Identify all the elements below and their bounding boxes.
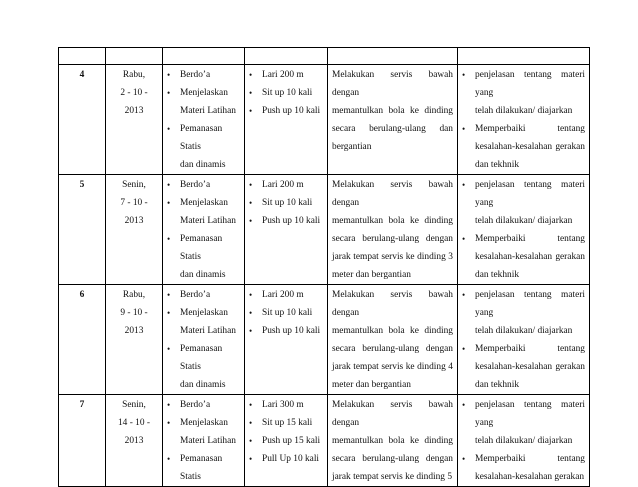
- bullet-icon: •: [249, 198, 253, 208]
- opening-text: Menjelaskan: [180, 88, 228, 98]
- bullet-icon: •: [462, 124, 466, 134]
- closing-line: [462, 376, 585, 394]
- opening-line: [167, 376, 240, 394]
- core-line: memantulkan bola ke dinding: [332, 436, 453, 446]
- opening-list: [167, 176, 240, 284]
- cell-opening: [163, 395, 245, 487]
- bullet-icon: •: [249, 326, 253, 336]
- training-schedule-table: [58, 47, 590, 487]
- date-line: 2013: [124, 436, 144, 446]
- core-line: Melakukan servis bawah dengan: [332, 180, 453, 208]
- warmup-text: Lari 300 m: [262, 400, 304, 410]
- bullet-icon: •: [249, 70, 253, 80]
- opening-text: Pemanasan Statis: [180, 454, 223, 482]
- cell-date: [106, 285, 163, 395]
- closing-text: dan tekhnik: [475, 160, 520, 170]
- cell-core: [328, 395, 458, 487]
- warmup-line: [249, 432, 323, 450]
- warmup-list: [249, 176, 323, 230]
- opening-text: Materi Latihan: [180, 106, 236, 116]
- opening-text: Berdo’a: [180, 70, 211, 80]
- core-line: Melakukan servis bawah dengan: [332, 290, 453, 318]
- bullet-icon: •: [462, 290, 466, 300]
- opening-text: Materi Latihan: [180, 326, 236, 336]
- date-line: 2 - 10 -: [120, 88, 148, 98]
- closing-line: [462, 66, 585, 102]
- bullet-icon: •: [462, 400, 466, 410]
- bullet-icon: •: [249, 400, 253, 410]
- bullet-icon: •: [249, 106, 253, 116]
- bullet-icon: •: [249, 308, 253, 318]
- cell-date: [106, 395, 163, 487]
- opening-text: Menjelaskan: [180, 198, 228, 208]
- opening-line: [167, 396, 240, 414]
- closing-text: penjelasan tentang materi yang: [475, 400, 585, 428]
- cell-warmup: [245, 285, 328, 395]
- core-line: meter dan bergantian: [332, 380, 411, 390]
- bullet-icon: •: [249, 436, 253, 446]
- core-line: secara berulang-ulang dengan: [332, 454, 453, 464]
- bullet-icon: •: [249, 290, 253, 300]
- bullet-icon: •: [249, 454, 253, 464]
- bullet-icon: •: [167, 124, 171, 134]
- warmup-text: Lari 200 m: [262, 180, 304, 190]
- date-line: 2013: [124, 326, 144, 336]
- table-header-row: [59, 48, 590, 65]
- closing-list: [462, 176, 585, 284]
- opening-list: [167, 286, 240, 394]
- opening-line: [167, 212, 240, 230]
- bullet-icon: •: [249, 180, 253, 190]
- core-line: Melakukan servis bawah dengan: [332, 400, 453, 428]
- opening-line: [167, 340, 240, 376]
- warmup-text: Pull Up 10 kali: [262, 454, 320, 464]
- closing-text: kesalahan-kesalahan gerakan: [475, 252, 585, 262]
- closing-list: [462, 66, 585, 174]
- warmup-text: Push up 15 kali: [262, 436, 321, 446]
- cell-opening: [163, 175, 245, 285]
- bullet-icon: •: [167, 180, 171, 190]
- closing-line: [462, 102, 585, 120]
- warmup-line: [249, 66, 323, 84]
- bullet-icon: •: [462, 180, 466, 190]
- cell-core: [328, 175, 458, 285]
- closing-list: [462, 396, 585, 486]
- closing-text: telah dilakukan/ diajarkan: [475, 436, 573, 446]
- opening-line: [167, 304, 240, 322]
- bullet-icon: •: [249, 88, 253, 98]
- closing-text: telah dilakukan/ diajarkan: [475, 326, 573, 336]
- opening-line: [167, 120, 240, 156]
- warmup-line: [249, 396, 323, 414]
- warmup-line: [249, 414, 323, 432]
- opening-text: Pemanasan Statis: [180, 344, 223, 372]
- opening-line: [167, 414, 240, 432]
- closing-text: penjelasan tentang materi yang: [475, 290, 585, 318]
- cell-closing: [458, 175, 590, 285]
- core-line: jarak tempat servis ke dinding 3: [332, 252, 453, 262]
- date-line: 2013: [124, 106, 144, 116]
- opening-list: [167, 396, 240, 486]
- closing-line: [462, 212, 585, 230]
- closing-line: [462, 230, 585, 248]
- bullet-icon: •: [462, 70, 466, 80]
- cell-date: [106, 65, 163, 175]
- opening-text: dan dinamis: [180, 380, 226, 390]
- closing-text: dan tekhnik: [475, 270, 520, 280]
- opening-text: Materi Latihan: [180, 216, 236, 226]
- opening-text: Materi Latihan: [180, 436, 236, 446]
- warmup-line: [249, 286, 323, 304]
- closing-line: [462, 396, 585, 432]
- opening-text: dan dinamis: [180, 160, 226, 170]
- date-line: 9 - 10 -: [120, 308, 148, 318]
- closing-text: penjelasan tentang materi yang: [475, 70, 585, 98]
- cell-no: 4: [59, 65, 106, 175]
- opening-text: Pemanasan Statis: [180, 234, 223, 262]
- date-line: 14 - 10 -: [117, 418, 151, 428]
- bullet-icon: •: [167, 418, 171, 428]
- closing-text: kesalahan-kesalahan gerakan: [475, 362, 585, 372]
- closing-text: Memperbaiki tentang: [475, 454, 585, 464]
- warmup-text: Sit up 15 kali: [262, 418, 313, 428]
- closing-line: [462, 286, 585, 322]
- day-name: Senin,: [122, 400, 146, 410]
- closing-line: [462, 120, 585, 138]
- cell-no: 6: [59, 285, 106, 395]
- bullet-icon: •: [167, 454, 171, 464]
- core-line: jarak tempat servis ke dinding 5: [332, 472, 453, 482]
- closing-line: [462, 340, 585, 358]
- header-cell-core: [328, 48, 458, 65]
- closing-line: [462, 468, 585, 486]
- opening-text: Berdo’a: [180, 180, 211, 190]
- core-line: secara berulang-ulang dan: [332, 124, 453, 134]
- bullet-icon: •: [462, 234, 466, 244]
- warmup-list: [249, 66, 323, 120]
- opening-line: [167, 194, 240, 212]
- cell-warmup: [245, 65, 328, 175]
- cell-closing: [458, 395, 590, 487]
- opening-line: [167, 84, 240, 102]
- closing-text: kesalahan-kesalahan gerakan: [475, 142, 585, 152]
- opening-line: [167, 176, 240, 194]
- core-line: Melakukan servis bawah dengan: [332, 70, 453, 98]
- closing-line: [462, 432, 585, 450]
- opening-line: [167, 432, 240, 450]
- cell-no: 5: [59, 175, 106, 285]
- header-cell-closing: [458, 48, 590, 65]
- opening-text: dan dinamis: [180, 270, 226, 280]
- bullet-icon: •: [462, 344, 466, 354]
- cell-opening: [163, 285, 245, 395]
- warmup-text: Sit up 10 kali: [262, 308, 313, 318]
- header-cell-opening: [163, 48, 245, 65]
- bullet-icon: •: [167, 290, 171, 300]
- warmup-text: Sit up 10 kali: [262, 88, 313, 98]
- closing-text: dan tekhnik: [475, 380, 520, 390]
- closing-line: [462, 248, 585, 266]
- bullet-icon: •: [249, 418, 253, 428]
- closing-text: telah dilakukan/ diajarkan: [475, 106, 573, 116]
- closing-text: kesalahan-kesalahan gerakan: [475, 472, 585, 482]
- warmup-line: [249, 304, 323, 322]
- table-row: [59, 175, 590, 285]
- closing-text: Memperbaiki tentang: [475, 124, 585, 134]
- warmup-line: [249, 212, 323, 230]
- opening-text: Berdo’a: [180, 290, 211, 300]
- table-row: [59, 395, 590, 487]
- opening-text: Pemanasan Statis: [180, 124, 223, 152]
- cell-warmup: [245, 175, 328, 285]
- core-line: memantulkan bola ke dinding: [332, 216, 453, 226]
- core-line: secara berulang-ulang dengan: [332, 344, 453, 354]
- warmup-text: Lari 200 m: [262, 70, 304, 80]
- bullet-icon: •: [167, 198, 171, 208]
- closing-line: [462, 322, 585, 340]
- bullet-icon: •: [167, 344, 171, 354]
- opening-line: [167, 156, 240, 174]
- warmup-line: [249, 450, 323, 468]
- core-line: meter dan bergantian: [332, 270, 411, 280]
- closing-line: [462, 266, 585, 284]
- table-row: [59, 65, 590, 175]
- date-line: 7 - 10 -: [120, 198, 148, 208]
- opening-list: [167, 66, 240, 174]
- table-body: [59, 48, 590, 487]
- core-line: memantulkan bola ke dinding: [332, 106, 453, 116]
- warmup-list: [249, 396, 323, 468]
- core-line: bergantian: [332, 142, 372, 152]
- opening-line: [167, 286, 240, 304]
- opening-text: Berdo’a: [180, 400, 211, 410]
- header-cell-warmup: [245, 48, 328, 65]
- closing-text: penjelasan tentang materi yang: [475, 180, 585, 208]
- bullet-icon: •: [462, 454, 466, 464]
- warmup-text: Sit up 10 kali: [262, 198, 313, 208]
- warmup-line: [249, 194, 323, 212]
- opening-line: [167, 322, 240, 340]
- warmup-line: [249, 322, 323, 340]
- cell-core: [328, 285, 458, 395]
- core-line: memantulkan bola ke dinding: [332, 326, 453, 336]
- header-cell-date: [106, 48, 163, 65]
- bullet-icon: •: [167, 400, 171, 410]
- closing-text: Memperbaiki tentang: [475, 344, 585, 354]
- closing-line: [462, 138, 585, 156]
- cell-closing: [458, 285, 590, 395]
- closing-line: [462, 176, 585, 212]
- bullet-icon: •: [167, 70, 171, 80]
- warmup-text: Push up 10 kali: [262, 216, 321, 226]
- day-name: Rabu,: [122, 290, 146, 300]
- warmup-text: Push up 10 kali: [262, 106, 321, 116]
- cell-opening: [163, 65, 245, 175]
- header-cell-no: [59, 48, 106, 65]
- closing-line: [462, 156, 585, 174]
- cell-closing: [458, 65, 590, 175]
- bullet-icon: •: [167, 308, 171, 318]
- day-name: Senin,: [122, 180, 146, 190]
- core-line: secara berulang-ulang dengan: [332, 234, 453, 244]
- opening-line: [167, 102, 240, 120]
- bullet-icon: •: [249, 216, 253, 226]
- opening-text: Menjelaskan: [180, 418, 228, 428]
- warmup-list: [249, 286, 323, 340]
- opening-line: [167, 66, 240, 84]
- bullet-icon: •: [167, 234, 171, 244]
- core-line: jarak tempat servis ke dinding 4: [332, 362, 453, 372]
- opening-line: [167, 266, 240, 284]
- opening-text: Menjelaskan: [180, 308, 228, 318]
- warmup-line: [249, 84, 323, 102]
- warmup-line: [249, 176, 323, 194]
- day-name: Rabu,: [122, 70, 146, 80]
- opening-line: [167, 230, 240, 266]
- date-line: 2013: [124, 216, 144, 226]
- cell-warmup: [245, 395, 328, 487]
- cell-date: [106, 175, 163, 285]
- table-row: [59, 285, 590, 395]
- bullet-icon: •: [167, 88, 171, 98]
- opening-line: [167, 450, 240, 486]
- warmup-text: Push up 10 kali: [262, 326, 321, 336]
- closing-line: [462, 450, 585, 468]
- closing-list: [462, 286, 585, 394]
- closing-text: Memperbaiki tentang: [475, 234, 585, 244]
- cell-no: 7: [59, 395, 106, 487]
- closing-line: [462, 358, 585, 376]
- warmup-line: [249, 102, 323, 120]
- closing-text: telah dilakukan/ diajarkan: [475, 216, 573, 226]
- cell-core: [328, 65, 458, 175]
- warmup-text: Lari 200 m: [262, 290, 304, 300]
